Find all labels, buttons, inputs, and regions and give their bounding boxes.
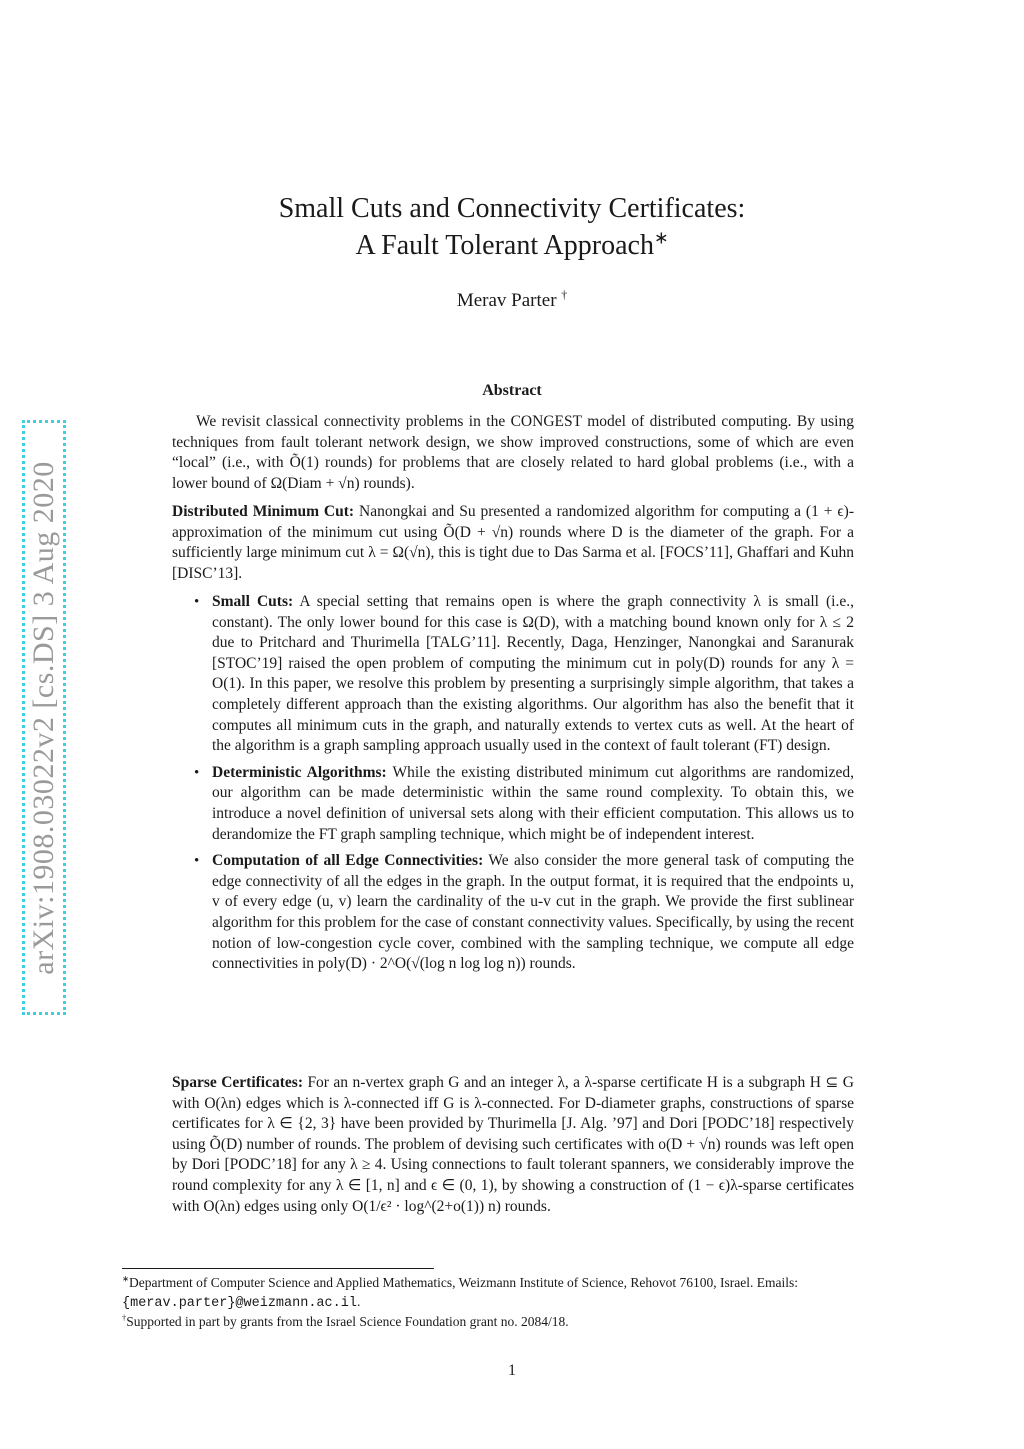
- distributed-min-cut-paragraph: [172, 502, 854, 584]
- sparse-certificates-text: For an n-vertex graph G and an integer λ, a λ-sparse certificate H is a subgraph H ⊆ G with O(λn) edges which is λ-connected iff G is λ-connected. For D-diameter graphs, constructions of sparse certificates for λ ∈ {2, 3} have been provided by Thurimella [J. Alg. ’97] and Dori [PODC’18] respectively using Õ(D) number of rounds. The problem of devising such certificates with o(D + √n) rounds was left open by Dori [PODC’18] for any λ ≥ 4. Using connections to fault tolerant spanners, we considerably improve the round complexity for any λ ∈ [1, n] and ϵ ∈ (0, 1), by showing a construction of (1 − ϵ)λ-sparse certificates with O(λn) edges using only O(1/ϵ² · log^(2+o(1)) n) rounds.: [172, 1074, 854, 1215]
- bullet-heading: Deterministic Algorithms:: [212, 763, 387, 781]
- paper-title-line-2-text: A Fault Tolerant Approach: [355, 230, 654, 261]
- sparse-certificates-paragraph: [172, 1073, 854, 1217]
- bullet-text: A special setting that remains open is where the graph connectivity λ is small (i.e., constant). The only lower bound for this case is Ω(D), with a matching bound known only for λ ≤ 2 due to Pritchard and Thurimella [TALG’11]. Recently, Daga, Henzinger, Nanongkai and Saranurak [STOC’19] raised the open problem of computing the minimum cut in poly(D) rounds for any λ = O(1). In this paper, we resolve this problem by presenting a surprisingly simple algorithm, that takes a completely different approach than the existing algorithms. Our algorithm has also the benefit that it computes all minimum cuts in the graph, and naturally extends to vertex cuts as well. At the heart of the algorithm is a graph sampling approach usually used in the context of fault tolerant (FT) design.: [212, 593, 854, 755]
- sparse-certificates-heading: Sparse Certificates:: [172, 1074, 303, 1091]
- paper-title-line-1: Small Cuts and Connectivity Certificates:: [278, 193, 746, 224]
- footnote-affiliation: [122, 1273, 902, 1313]
- footnote-affiliation-end: .: [356, 1294, 361, 1309]
- footnote-affiliation-text: Department of Computer Science and Applied Mathematics, Weizmann Institute of Science, Rehovot 76100, Israel. Emails:: [129, 1275, 799, 1290]
- bullet-text: While the existing distributed minimum cut algorithms are randomized, our algorithm can be made deterministic within the same round complexity. To obtain this, we introduce a novel definition of universal sets along with their efficient computation. This allows us to derandomize the FT graph sampling technique, which might be of independent interest.: [212, 763, 854, 843]
- distributed-min-cut-heading: Distributed Minimum Cut:: [172, 503, 355, 520]
- page-number: 1: [508, 1362, 516, 1379]
- author-email-link[interactable]: {merav.parter}@weizmann.ac.il: [122, 1296, 357, 1311]
- footnote-funding-text: Supported in part by grants from the Israel Science Foundation grant no. 2084/18.: [126, 1314, 569, 1329]
- abstract-heading: Abstract: [482, 382, 542, 399]
- bullet-dot-icon: •: [194, 853, 200, 870]
- bullet-dot-icon: •: [194, 764, 200, 781]
- author-line: [0, 290, 1024, 312]
- contribution-bullet-list: [194, 592, 854, 975]
- bullet-heading: Small Cuts:: [212, 593, 294, 610]
- footnote-mark: †: [122, 1313, 127, 1323]
- footnote-mark: ∗: [122, 1274, 130, 1284]
- paper-title-line-2: [0, 230, 1024, 262]
- author-name: Merav Parter: [456, 290, 557, 311]
- abstract-intro-paragraph: We revisit classical connectivity problems in the CONGEST model of distributed computing. By using techniques from fault tolerant network design, we show improved constructions, some of which are even “local” (i.e., with Õ(1) rounds) for problems that are closely related to hard global problems (i.e., with a lower bound of Ω(Diam + √n) rounds).: [172, 413, 854, 492]
- distributed-min-cut-text: Nanongkai and Su presented a randomized algorithm for computing a (1 + ϵ)-approximation of the minimum cut using Õ(D + √n) rounds where D is the diameter of the graph. For a sufficiently large minimum cut λ = Ω(√n), this is tight due to Das Sarma et al. [FOCS’11], Ghaffari and Kuhn [DISC’13].: [172, 503, 854, 582]
- author-footnote-mark: †: [561, 288, 568, 302]
- bullet-edge-connectivities: [194, 851, 854, 975]
- arxiv-identifier: arXiv:1908.03022v2 [cs.DS] 3 Aug 2020: [27, 460, 60, 975]
- arxiv-sidebar-stamp: [22, 420, 66, 1015]
- footnote-divider: [122, 1268, 434, 1269]
- bullet-deterministic-algorithms: [194, 763, 854, 845]
- footnote-funding: [122, 1312, 902, 1331]
- bullet-text: We also consider the more general task of computing the edge connectivity of all the edges in the graph. In the output format, it is required that the endpoints u, v of every edge (u, v) learn the cardinality of the u-v cut in the graph. We provide the first sublinear algorithm for this problem for the case of constant connectivity values. Specifically, by using the recent notion of low-congestion cycle cover, combined with the sampling technique, we compute all edge connectivities in poly(D) · 2^O(√(log n log log n)) rounds.: [212, 852, 854, 973]
- bullet-heading: Computation of all Edge Connectivities:: [212, 852, 484, 870]
- bullet-small-cuts: [194, 592, 854, 757]
- title-footnote-mark: ∗: [653, 228, 669, 248]
- bullet-dot-icon: •: [194, 594, 200, 610]
